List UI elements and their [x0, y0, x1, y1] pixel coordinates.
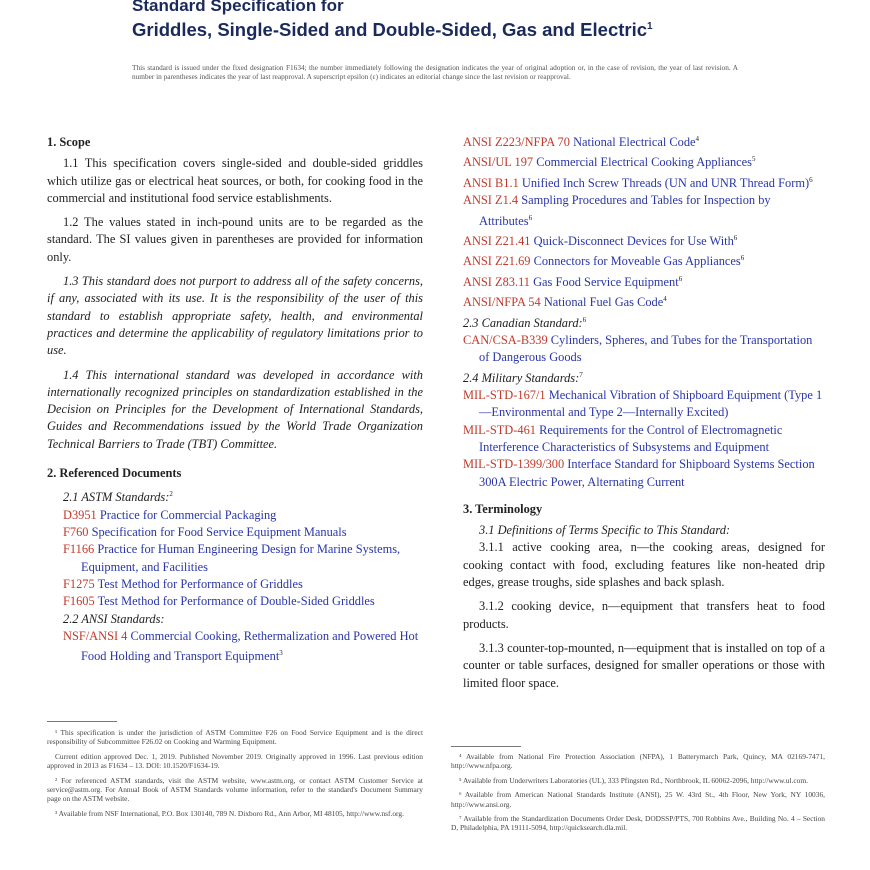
reference-title[interactable]: Practice for Commercial Packaging — [99, 507, 277, 522]
reference-item[interactable] — [463, 192, 825, 230]
reference-item[interactable] — [463, 250, 825, 270]
footnote: ³ Available from NSF International, P.O. Box 130140, 789 N. Dixboro Rd., Ann Arbor, MI 48105, http://www.nsf.org. — [55, 808, 404, 818]
footnote: ⁴ Available from National Fire Protection Association (NFPA), 1 Batterymarch Park, Quincy, MA 02169-7471, http://www.nfpa.org. — [451, 752, 825, 771]
reference-title[interactable]: National Electrical Code — [573, 135, 696, 150]
designation-note: This standard is issued under the fixed designation F1634; the number immediately following the designation indicates the year of original adoption or, in the case of revision, the year of last revision. A number in parentheses indicates the year of last reapproval. A superscript epsilon (ε) indicates an editorial change since the last revision or reapproval. — [132, 63, 738, 82]
footnote-mark: 4 — [695, 135, 700, 143]
footnote-mark: 5 — [751, 155, 756, 164]
military-reference-list — [463, 387, 825, 491]
astm-standards-label-text: 2.1 ASTM Standards: — [63, 490, 170, 505]
footnote-mark: 6 — [582, 315, 587, 324]
footnote: ² For referenced ASTM standards, visit the ASTM website, www.astm.org, or contact ASTM Customer Service at service@astm.org. For Annual Book of ASTM Standards volume information, refer to the standard's Document Summary page on the ASTM website. — [47, 775, 423, 804]
section-heading-referenced-documents: 2. Referenced Documents — [47, 466, 182, 481]
reference-title[interactable]: Mechanical Vibration of Shipboard Equipment (Type 1—Environmental and Type 2—Internally Excited) — [479, 388, 823, 420]
paragraph-1-2: 1.2 The values stated in inch-pound units are to be regarded as the standard. The SI values given in parentheses are provided for information only. — [47, 215, 423, 264]
reference-title[interactable]: Commercial Electrical Cooking Appliances — [536, 155, 752, 170]
standard-subtitle — [132, 16, 653, 41]
section-heading-terminology: 3. Terminology — [463, 501, 543, 516]
reference-title[interactable]: Connectors for Moveable Gas Appliances — [533, 254, 741, 269]
footnotes-left — [47, 728, 423, 868]
reference-item[interactable] — [63, 628, 423, 666]
reference-title[interactable]: Specification for Food Service Equipment Manuals — [91, 525, 347, 540]
footnote-mark: 1 — [647, 21, 653, 32]
paragraph-3-1-2: 3.1.2 cooking device, n—equipment that transfers heat to food products. — [463, 599, 825, 631]
reference-code[interactable]: MIL-STD-167/1 — [463, 388, 546, 403]
reference-code[interactable]: ANSI Z21.41 — [463, 234, 531, 249]
reference-title[interactable]: Gas Food Service Equipment — [533, 274, 679, 289]
paragraph-3-1-1: 3.1.1 active cooking area, n—the cooking areas, designed for cooking contact with food, excluding features like non-heated drip edges, grease troughs, side splashes and back splash. — [463, 540, 825, 590]
left-column — [47, 128, 423, 666]
reference-title[interactable]: Unified Inch Screw Threads (UN and UNR Thread Form) — [521, 175, 810, 190]
reference-title[interactable]: Test Method for Performance of Double-Sided Griddles — [97, 594, 375, 609]
reference-code[interactable]: NSF/ANSI 4 — [63, 628, 128, 643]
footnote: ⁶ Available from American National Standards Institute (ANSI), 25 W. 43rd St., 4th Floor, New York, NY 10036, http://www.ansi.org. — [451, 790, 825, 809]
reference-code[interactable]: ANSI/UL 197 — [463, 155, 534, 170]
reference-title[interactable]: National Fuel Gas Code — [543, 295, 664, 310]
astm-reference-list — [47, 507, 423, 611]
footnote-mark: 6 — [528, 213, 533, 222]
reference-item[interactable] — [63, 576, 423, 593]
reference-item[interactable] — [63, 507, 423, 524]
canadian-standard-label-text: 2.3 Canadian Standard: — [463, 315, 583, 330]
paragraph-1-3: 1.3 This standard does not purport to address all of the safety concerns, if any, associated with its use. It is the responsibility of the user of this standard to establish appropriate safety, health, and environmental practices and determine the applicability of regulatory limitations prior to use. — [47, 274, 423, 358]
reference-item[interactable] — [63, 524, 423, 541]
military-standards-label — [463, 367, 825, 387]
footnote-divider — [451, 746, 521, 747]
reference-code[interactable]: F1605 — [63, 594, 95, 609]
reference-item[interactable] — [463, 151, 825, 171]
reference-code[interactable]: ANSI Z1.4 — [463, 193, 519, 208]
footnote-mark: 3 — [279, 649, 283, 658]
reference-item[interactable] — [463, 387, 825, 422]
reference-code[interactable]: MIL-STD-461 — [463, 422, 536, 437]
footnote: ⁷ Available from the Standardization Documents Order Desk, DODSSP/PTS, 700 Robbins Ave., Building No. 4 – Section D, Philadelphia, PA 19111-5094, http://quicksearch.dla.mil. — [451, 814, 825, 833]
reference-code[interactable]: MIL-STD-1399/300 — [463, 457, 565, 472]
paragraph-3-1: 3.1 Definitions of Terms Specific to This Standard: — [479, 523, 731, 538]
reference-title[interactable]: Commercial Cooking, Rethermalization and Powered Hot Food Holding and Transport Equipment — [81, 628, 419, 664]
reference-item[interactable] — [463, 131, 825, 151]
footnote-mark: 7 — [579, 370, 583, 379]
military-standards-label-text: 2.4 Military Standards: — [463, 370, 580, 385]
reference-code[interactable]: CAN/CSA-B339 — [463, 333, 548, 348]
standard-subtitle-text: Griddles, Single-Sided and Double-Sided, Gas and Electric — [132, 19, 648, 41]
astm-standards-label — [47, 486, 423, 506]
reference-title[interactable]: Practice for Human Engineering Design for Marine Systems, Equipment, and Facilities — [81, 542, 401, 574]
canadian-standard-label — [463, 312, 825, 332]
reference-item[interactable] — [463, 172, 825, 192]
standard-title: Standard Specification for — [132, 0, 344, 15]
reference-code[interactable]: ANSI Z223/NFPA 70 — [463, 135, 570, 150]
reference-title[interactable]: Interface Standard for Shipboard Systems Section 300A Electric Power, Alternating Current — [479, 457, 815, 489]
ansi-standards-label: 2.2 ANSI Standards: — [63, 611, 165, 626]
ansi-reference-list — [463, 131, 825, 312]
reference-item[interactable] — [463, 422, 825, 457]
ansi-reference-list-left — [47, 628, 423, 666]
reference-code[interactable]: ANSI Z83.11 — [463, 274, 530, 289]
right-column — [463, 131, 825, 699]
footnote-mark: 6 — [733, 233, 738, 242]
reference-item[interactable] — [463, 230, 825, 250]
footnote-mark: 6 — [678, 274, 683, 283]
reference-title[interactable]: Quick-Disconnect Devices for Use With — [533, 234, 734, 249]
footnote-mark: 4 — [663, 295, 667, 304]
footnote-mark: 2 — [169, 490, 173, 499]
reference-title[interactable]: Cylinders, Spheres, and Tubes for the Transportation of Dangerous Goods — [479, 333, 813, 365]
footnote: ¹ This specification is under the jurisdiction of ASTM Committee F26 on Food Service Equipment and is the direct responsibility of Subcommittee F26.02 on Cooking and Warming Equipment. — [47, 728, 423, 747]
reference-code[interactable]: ANSI Z21.69 — [463, 254, 531, 269]
footnote-mark: 6 — [809, 175, 813, 184]
reference-item[interactable] — [463, 332, 825, 367]
reference-item[interactable] — [463, 456, 825, 491]
reference-item[interactable] — [463, 271, 825, 291]
paragraph-1-1: 1.1 This specification covers single-sided and double-sided griddles which utilize gas or electrical heat sources, or both, for cooking food in the commercial and institutional food service establishments. — [47, 156, 423, 205]
reference-code[interactable]: F1275 — [63, 576, 95, 591]
reference-title[interactable]: Requirements for the Control of Electromagnetic Interference Characteristics of Subsystems and Equipment — [479, 422, 783, 454]
reference-item[interactable] — [63, 541, 423, 576]
reference-item[interactable] — [63, 593, 423, 610]
footnote-mark: 6 — [740, 254, 745, 263]
reference-code[interactable]: D3951 — [63, 507, 97, 522]
section-heading-scope: 1. Scope — [47, 135, 91, 149]
footnote: ⁵ Available from Underwriters Laboratories (UL), 333 Pfingsten Rd., Northbrook, IL 60062-2096, http://www.ul.com. — [459, 775, 808, 785]
reference-code[interactable]: F1166 — [63, 542, 95, 557]
reference-item[interactable] — [463, 291, 825, 311]
paragraph-1-4: 1.4 This international standard was developed in accordance with internationally recognized principles on standardization established in the Decision on Principles for the Development of International Standards, Guides and Recommendations issued by the World Trade Organization Technical Barriers to Trade (TBT) Committee. — [47, 367, 423, 451]
footnote-divider — [47, 721, 117, 722]
reference-code[interactable]: F760 — [63, 525, 89, 540]
reference-code[interactable]: ANSI B1.1 — [463, 175, 519, 190]
paragraph-3-1-3: 3.1.3 counter-top-mounted, n—equipment that is installed on top of a counter or table surfaces, designed for smaller operations or those with limited floor space. — [463, 640, 825, 690]
footnotes-right — [451, 752, 825, 868]
reference-code[interactable]: ANSI/NFPA 54 — [463, 295, 541, 310]
reference-title[interactable]: Test Method for Performance of Griddles — [97, 576, 303, 591]
footnote: Current edition approved Dec. 1, 2019. Published November 2019. Originally approved in 1996. Last previous edition approved in 2013 as F1634 – 13. DOI: 10.1520/F1634-19. — [47, 751, 423, 771]
reference-title[interactable]: Sampling Procedures and Tables for Inspection by Attributes — [479, 193, 771, 228]
